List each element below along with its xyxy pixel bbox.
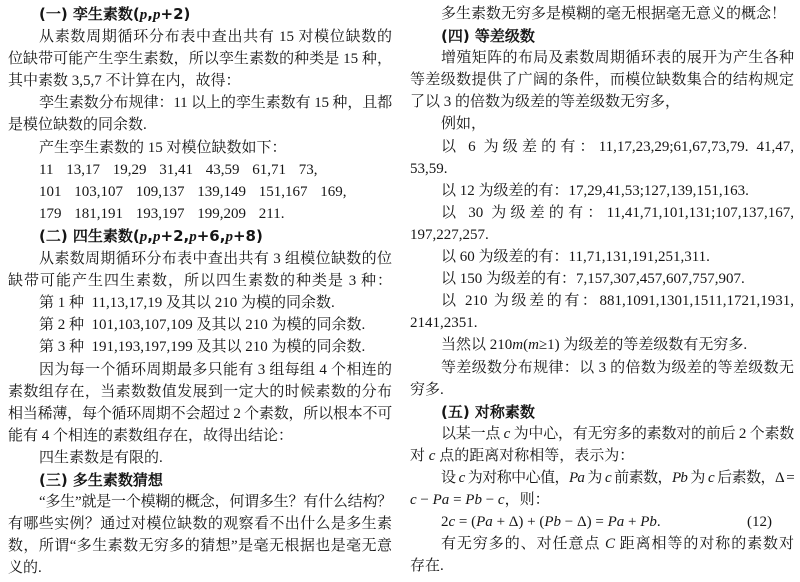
- right-column: [410, 3, 794, 577]
- text-line: 等差级数分布规律：以 3 的倍数为级差的等差级数无: [441, 359, 794, 376]
- text-line: [410, 334, 794, 356]
- text-line: 有哪些实例？通过对模位缺数的观察看不出什么是多生素: [8, 516, 392, 533]
- text-span: +2,: [160, 226, 190, 245]
- equation-number: (12): [747, 514, 772, 531]
- text-line: 197,227,257.: [410, 226, 489, 243]
- math-variable: Pb: [465, 492, 482, 509]
- text-line: 义的.: [8, 560, 42, 577]
- text-span: 对: [410, 447, 429, 464]
- text-span: 为: [687, 469, 709, 486]
- text-span: 2: [441, 514, 449, 531]
- text-line: 多生素数无穷多是模糊的毫无根据毫无意义的概念！: [441, 6, 787, 22]
- text-span: ,: [147, 226, 153, 245]
- text-span: − Δ) =: [561, 514, 608, 531]
- math-variable: Pb: [640, 514, 657, 531]
- text-line: 数，所谓“多生素数无穷多的猜想”是毫无根据也是毫无意: [8, 538, 392, 555]
- text-span: (一) 孪生素数(: [39, 5, 140, 23]
- text-span: 以某一点: [441, 425, 504, 442]
- text-line: 从素数周期循环分布表中查出共有 15 对模位缺数的: [39, 29, 392, 46]
- text-span: 后素数，Δ =: [713, 469, 794, 486]
- math-variable: Pa: [607, 514, 625, 531]
- text-line: 位缺带可能产生孪生素数，所以孪生素数的种类是 15 种，: [8, 51, 392, 68]
- text-span: 设: [441, 469, 459, 486]
- math-variable: m: [512, 337, 524, 354]
- equation-line: [410, 511, 794, 533]
- text-line: [410, 445, 794, 467]
- text-line: 以 12 为级差的有：17,29,41,53;127,139,151,163.: [441, 182, 749, 199]
- math-variable: Pa: [432, 492, 450, 509]
- text-line: 第 1 种 11,13,17,19 及其以 210 为模的同余数.: [39, 295, 335, 312]
- text-line: 穷多.: [410, 381, 444, 398]
- math-variable: c: [458, 469, 465, 486]
- text-span: ≥1) 为级差的等差级数有无穷多.: [538, 337, 748, 354]
- section-heading: [8, 3, 392, 26]
- text-line: 53,59.: [410, 160, 448, 177]
- text-span: =: [449, 492, 466, 509]
- math-variable: p: [225, 228, 233, 245]
- math-variable: c: [428, 447, 436, 464]
- text-line: [410, 467, 794, 489]
- text-span: 当然以 210: [441, 337, 513, 354]
- text-span: −: [416, 492, 433, 509]
- text-line: 179 181,191 193,197 199,209 211.: [39, 205, 285, 222]
- text-line: 增殖矩阵的布局及素数周期循环表的展开为产生各种: [441, 50, 794, 67]
- text-line: 2141,2351.: [410, 315, 478, 332]
- math-variable: p: [139, 228, 148, 245]
- math-variable: c: [497, 492, 505, 509]
- text-span: +8): [232, 226, 263, 245]
- text-line: 能有 4 个相连的素数组存在，故得出结论：: [8, 427, 294, 444]
- section-heading: [8, 225, 392, 248]
- text-span: 有无穷多的、对任意点: [441, 536, 605, 553]
- text-line: 是模位缺数的同余数.: [8, 117, 147, 134]
- text-line: 第 3 种 191,193,197,199 及其以 210 为模的同余数.: [39, 339, 366, 356]
- math-variable: c: [605, 469, 611, 486]
- section-heading: (三) 多生素数猜想: [39, 470, 163, 489]
- math-variable: C: [604, 536, 615, 553]
- text-span: 距离相等的对称的素数对: [615, 536, 794, 553]
- text-line: [410, 533, 794, 555]
- text-span: (: [523, 337, 529, 354]
- section-heading: (五) 对称素数: [441, 402, 535, 421]
- text-span: + Δ) + (: [492, 514, 545, 531]
- math-variable: p: [153, 7, 161, 23]
- text-line: 四生素数是有限的.: [39, 449, 163, 466]
- text-span: 为中心，有无穷多的素数对的前后 2 个素数: [510, 425, 794, 442]
- text-span: ，则：: [504, 492, 550, 509]
- math-variable: Pb: [544, 514, 562, 531]
- text-line: 了以 3 的倍数为级差的等差级数无穷多，: [410, 94, 681, 111]
- text-line: 等差级数提供了广阔的条件，而模位缺数集合的结构规定: [410, 72, 794, 89]
- math-variable: p: [139, 7, 148, 23]
- text-line: 例如，: [441, 116, 487, 133]
- text-line: 以 210 为级差的有：881,1091,1301,1511,1721,1931,: [441, 293, 794, 310]
- text-line: 以 30 为级差的有：11,41,71,101,131;107,137,167,: [441, 204, 794, 221]
- text-line: 其中素数 3,5,7 不计算在内，故得：: [8, 73, 241, 90]
- text-line: 缺带可能产生四生素数，所以四生素数的种类是 3 种：: [8, 273, 392, 290]
- text-span: ,: [147, 5, 153, 23]
- text-line: 存在.: [410, 558, 444, 575]
- text-line: 以 6 为级差的有：11,17,23,29;61,67,73,79. 41,47,: [441, 138, 794, 155]
- text-line: 101 103,107 109,137 139,149 151,167 169,: [39, 183, 347, 200]
- text-span: 前素数，: [610, 469, 672, 486]
- text-line: 11 13,17 19,29 31,41 43,59 61,71 73,: [39, 161, 318, 178]
- text-line: 以 60 为级差的有：11,71,131,191,251,311.: [441, 249, 710, 266]
- text-span: 为对称中心值，: [464, 469, 569, 486]
- text-span: −: [481, 492, 498, 509]
- math-variable: c: [448, 514, 456, 531]
- text-line: 因为每一个循环周期最多只能有 3 组每组 4 个相连的: [39, 361, 392, 378]
- text-span: +6,: [196, 226, 226, 245]
- section-heading: (四) 等差级数: [441, 27, 535, 46]
- math-variable: Pa: [568, 469, 585, 486]
- text-span: (二) 四生素数(: [39, 226, 140, 245]
- text-line: 孪生素数分布规律：11 以上的孪生素数有 15 种，且都: [39, 95, 392, 112]
- math-variable: Pb: [671, 469, 688, 486]
- math-variable: c: [410, 492, 417, 509]
- text-span: +2): [160, 5, 191, 23]
- math-variable: p: [153, 228, 161, 245]
- text-span: = (: [455, 514, 477, 531]
- text-line: 素数组存在，当素数数值发展到一定大的时候素数的分布: [8, 383, 392, 400]
- left-column: [8, 3, 392, 579]
- text-span: 为: [584, 469, 606, 486]
- text-line: 产生孪生素数的 15 对模位缺数如下：: [39, 139, 287, 156]
- math-variable: c: [708, 469, 714, 486]
- text-span: 点的距离对称相等，表示为：: [435, 447, 635, 464]
- text-span: .: [656, 514, 661, 531]
- text-line: “多生”就是一个模糊的概念，何谓多生？有什么结构？: [39, 494, 392, 511]
- math-variable: Pa: [476, 514, 493, 531]
- equation-body: [441, 511, 661, 533]
- text-line: 第 2 种 101,103,107,109 及其以 210 为模的同余数.: [39, 317, 366, 334]
- text-line: [410, 489, 794, 511]
- text-line: 从素数周期循环分布表中查出共有 3 组模位缺数的位: [39, 251, 392, 268]
- math-variable: p: [189, 228, 197, 245]
- math-variable: c: [503, 425, 511, 442]
- text-span: +: [624, 514, 641, 531]
- text-line: [410, 423, 794, 445]
- math-variable: m: [528, 337, 539, 354]
- text-line: 以 150 为级差的有：7,157,307,457,607,757,907.: [441, 271, 745, 288]
- text-line: 相当稀薄，每个循环周期不会超过 2 个素数，所以根本不可: [8, 405, 392, 422]
